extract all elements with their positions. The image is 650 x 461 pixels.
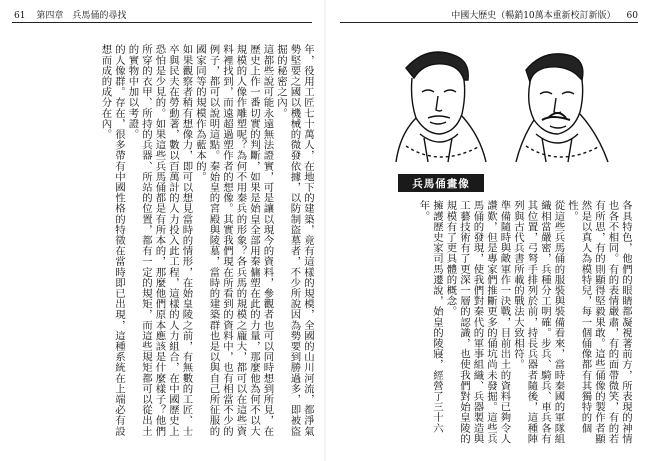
left-page-number: 61 [14,11,26,21]
book-gutter [324,0,326,461]
left-chapter-title: 第四章 兵馬俑的尋找 [36,11,127,21]
warrior-head-right [516,54,608,162]
right-page-number: 60 [626,11,638,21]
warrior-head-left [396,52,486,162]
right-page-header [451,8,638,21]
left-page-header [14,8,126,21]
terracotta-warrior-illustration [376,34,626,170]
left-page-body: 年，役用工匠七十萬人，在地下的建築，竟有這樣的規模，全國的山川河流，都淨氣勢堅要之國以機械的微發依據，以防制盜墓者，不少所說因為勢要到勝過多，即被盜掘的秘密之內。 這都些說可能永遠無法證實，可是讓以現今的資料，參觀者也可以同時想到所見，在歷史上作一番切實的判斷，如果是始皇全部用秦傭塑在此的力量，那麼他為何不以大規模的人像作雕塑呢？為何不用秦兵的形象？各兵馬的規模之龐大，都可以在這些資料裡找到，而遠超過塑作者的想像。其實我們現在所看到的資料中，也有相當不少的例子，都可以說明這點。秦始皇的宮殿與陵墓，當時的建築群也是以與自己所征服的國家同等的規模作為藍本的。 如果觀察者稍有想像力，即可以想見當時的情形，在始皇陵之前，有無數的工匠、士卒與民夫在勞動著，數以百萬計的人力投入此工程，這樣的人力組合，在中國歷史上恐怕是少見的。如果這些兵馬俑都是有所本的，那麼他們原本應該是什麼樣子？他們所穿的衣甲、所持的兵器、所站的位置，都有一定的規矩，而這些規矩都可以從出土的實物中加以考證。 的人像群。存在，很多帶有中國性格的特徵在當時即已出現，這種系統在上端必有設想而成的成分在內。 [99,44,314,437]
left-header-rule [12,22,312,23]
right-header-rule [340,22,638,23]
right-page-body: 各具特色，他們的眼睛都凝視著前方，所表現的神情也各不相同。有的表情嚴肅，有的面帶微笑，有的若有所思，有的則顯得堅毅果敢。這些俑像的製作者顯然是以真人為模特兒，每一個俑像都有其獨特的個性。 從這些兵馬俑的服裝與裝備看來，當時秦國的軍隊組織相當嚴密，兵種分工明確。步兵、騎兵、車兵各有其位置，弓弩手排列於前，持長兵器者隨後，這種陣列與古代兵書所載的戰法大致相符。 準備隨時與敵軍作一決戰，目前出土的資料已夠令人讚歎，但是專家們推斷更多的俑坑尚未發掘。這些兵馬俑的發現，使我們對秦代的軍事組織、兵器製造與工藝技術有了更深一層的認識，也使我們對始皇陵的規模有了更具體的概念。 擁護歷史家司馬遷說，始皇的陵寢，經營了三十六年。 [417,200,632,444]
figure-caption: 兵馬俑畫像 [398,174,484,192]
right-book-title: 中國大歷史（暢銷10萬本重新校訂新版） [451,11,616,21]
